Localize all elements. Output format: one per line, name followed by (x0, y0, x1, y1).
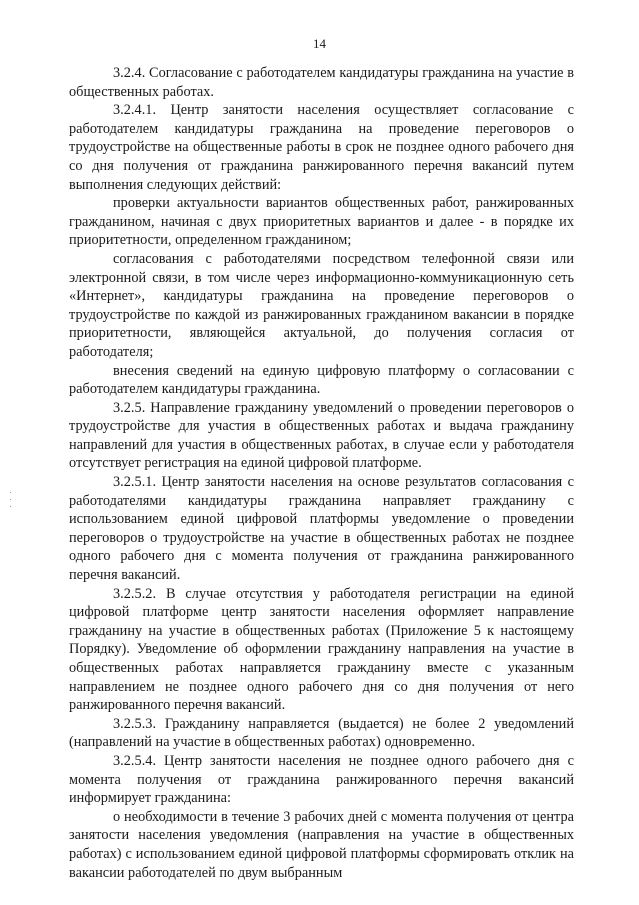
paragraph-3-2-5-2: 3.2.5.2. В случае отсутствия у работодателя регистрации на единой цифровой платформе центр занятости населения оформляет направление гражданину на участие в общественных работах (Приложение 5 к настоящему Порядку). Уведомление об оформлении гражданину направления на участие в общественных работах направляется гражданину вместе с указанным направлением не позднее одного рабочего дня со дня получения от него ранжированного перечня вакансий. (69, 585, 574, 714)
list-item-employer-approval: согласования с работодателями посредством телефонной связи или электронной связи, в том числе через информационно-коммуникационную сеть «Интернет», кандидатуры гражданина на проведение переговоров о трудоустройстве по каждой из ранжированных гражданином вакансии в порядке приоритетности, являющейся актуальной, до получения согласия от работодателя; (69, 250, 574, 360)
document-body (69, 64, 574, 882)
scan-speck (10, 499, 11, 500)
paragraph-3-2-5-3: 3.2.5.3. Гражданину направляется (выдается) не более 2 уведомлений (направлений на участие в общественных работах) одновременно. (69, 715, 574, 751)
scan-speck (10, 506, 11, 507)
section-3-2-4-heading: 3.2.4. Согласование с работодателем кандидатуры гражданина на участие в общественных работах. (69, 65, 574, 100)
paragraph-3-2-4-1: 3.2.4.1. Центр занятости населения осуществляет согласование с работодателем кандидатуры гражданина на проведение переговоров о трудоустройстве на общественные работы в срок не позднее одного рабочего дня со дня получения от гражданина ранжированного перечня вакансий путем выполнения следующих действий: (69, 102, 574, 193)
paragraph-3-2-5-1: 3.2.5.1. Центр занятости населения на основе результатов согласования с работодателями кандидатуры гражданина направляет гражданину с использованием единой цифровой платформы уведомление о проведении переговоров о трудоустройстве на участие в общественных работах не позднее одного рабочего дня с момента получения от гражданина ранжированного перечня вакансий. (69, 474, 574, 584)
list-item-response-deadline: о необходимости в течение 3 рабочих дней с момента получения от центра занятости населения уведомления (направления на участие в общественных работах) с использованием единой цифровой платформы сформировать отклик на вакансии работодателей по двум выбранным (69, 808, 574, 881)
scan-speck (10, 492, 11, 493)
page-number: 14 (313, 36, 326, 51)
section-3-2-5-heading: 3.2.5. Направление гражданину уведомлений о проведении переговоров о трудоустройстве для участия в общественных работах и выдача гражданину направлений для участия в общественных работах, в случае если у работодателя отсутствует регистрация на единой цифровой платформе. (69, 399, 574, 472)
paragraph-3-2-5-4: 3.2.5.4. Центр занятости населения не позднее одного рабочего дня с момента получения от гражданина ранжированного перечня вакансий информирует гражданина: (69, 752, 574, 807)
list-item-platform-entry: внесения сведений на единую цифровую платформу о согласовании с работодателем кандидатуры гражданина. (69, 362, 574, 398)
list-item-verification: проверки актуальности вариантов общественных работ, ранжированных гражданином, начиная с двух приоритетных вариантов и далее - в порядке их приоритетности, определенном гражданином; (69, 195, 574, 249)
